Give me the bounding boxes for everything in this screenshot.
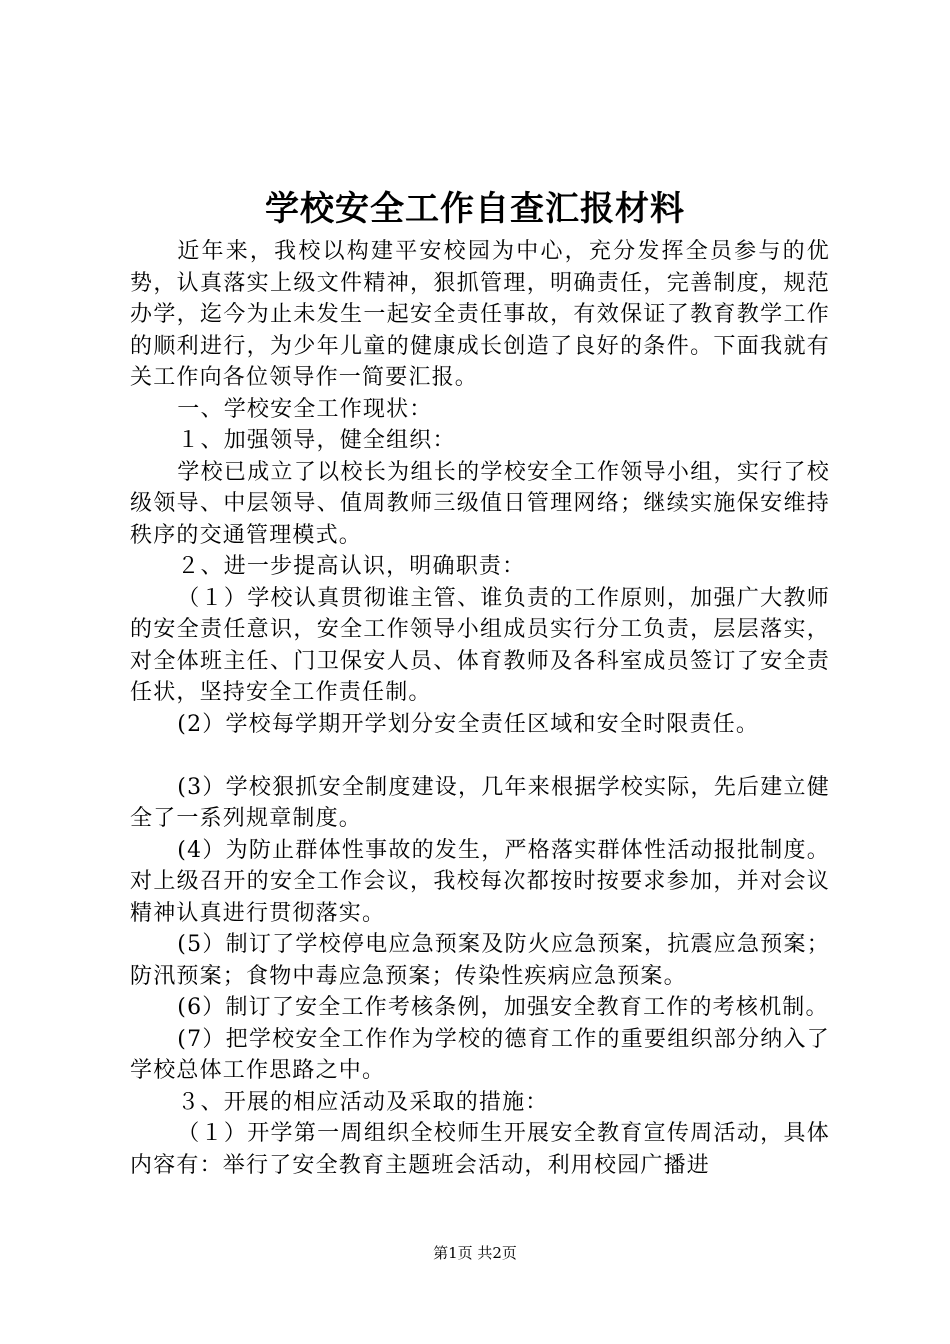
subheading-2: ２、进一步提高认识，明确职责： <box>177 554 526 579</box>
paragraph-item-2: (2）学校每学期开学划分安全责任区域和安全时限责任。 <box>177 711 760 737</box>
paragraph-leadership: 学校已成立了以校长为组长的学校安全工作领导小组，实行了校级领导、中层领导、值周教师三级值日管理网络；继续实施保安维持秩序的交通管理模式。 <box>130 459 830 548</box>
paragraph-activity-1: （１）开学第一周组织全校师生开展安全教育宣传周活动，具体内容有：举行了安全教育主题班会活动，利用校园广播进 <box>130 1121 830 1178</box>
document-title: 学校安全工作自查汇报材料 <box>265 189 685 229</box>
paragraph-item-7: (7）把学校安全工作作为学校的德育工作的重要组织部分纳入了学校总体工作思路之中。 <box>130 1026 830 1083</box>
document-body <box>130 236 830 1181</box>
paragraph-item-1: （１）学校认真贯彻谁主管、谁负责的工作原则，加强广大教师的安全责任意识，安全工作领导小组成员实行分工负责，层层落实，对全体班主任、门卫保安人员、体育教师及各科室成员签订了安全责任状，坚持安全工作责任制。 <box>130 585 830 705</box>
paragraph-item-5: (5）制订了学校停电应急预案及防火应急预案，抗震应急预案；防汛预案；食物中毒应急预案；传染性疾病应急预案。 <box>130 932 830 989</box>
heading-section-1: 一、学校安全工作现状： <box>177 396 433 422</box>
paragraph-item-4: (4）为防止群体性事故的发生，严格落实群体性活动报批制度。对上级召开的安全工作会议，我校每次都按时按要求参加，并对会议精神认真进行贯彻落实。 <box>130 837 830 926</box>
paragraph-intro: 近年来，我校以构建平安校园为中心，充分发挥全员参与的优势，认真落实上级文件精神，狠抓管理，明确责任，完善制度，规范办学，迄今为止未发生一起安全责任事故，有效保证了教育教学工作的顺利进行，为少年儿童的健康成长创造了良好的条件。下面我就有关工作向各位领导作一简要汇报。 <box>130 239 830 390</box>
subheading-3: ３、开展的相应活动及采取的措施： <box>177 1089 549 1115</box>
paragraph-item-3: (3）学校狠抓安全制度建设，几年来根据学校实际，先后建立健全了一系列规章制度。 <box>130 774 830 831</box>
paragraph-item-6: (6）制订了安全工作考核条例，加强安全教育工作的考核机制。 <box>177 995 829 1020</box>
page-footer: 第1页 共2页 <box>433 1244 517 1262</box>
subheading-1: １、加强领导，健全组织： <box>177 428 456 453</box>
